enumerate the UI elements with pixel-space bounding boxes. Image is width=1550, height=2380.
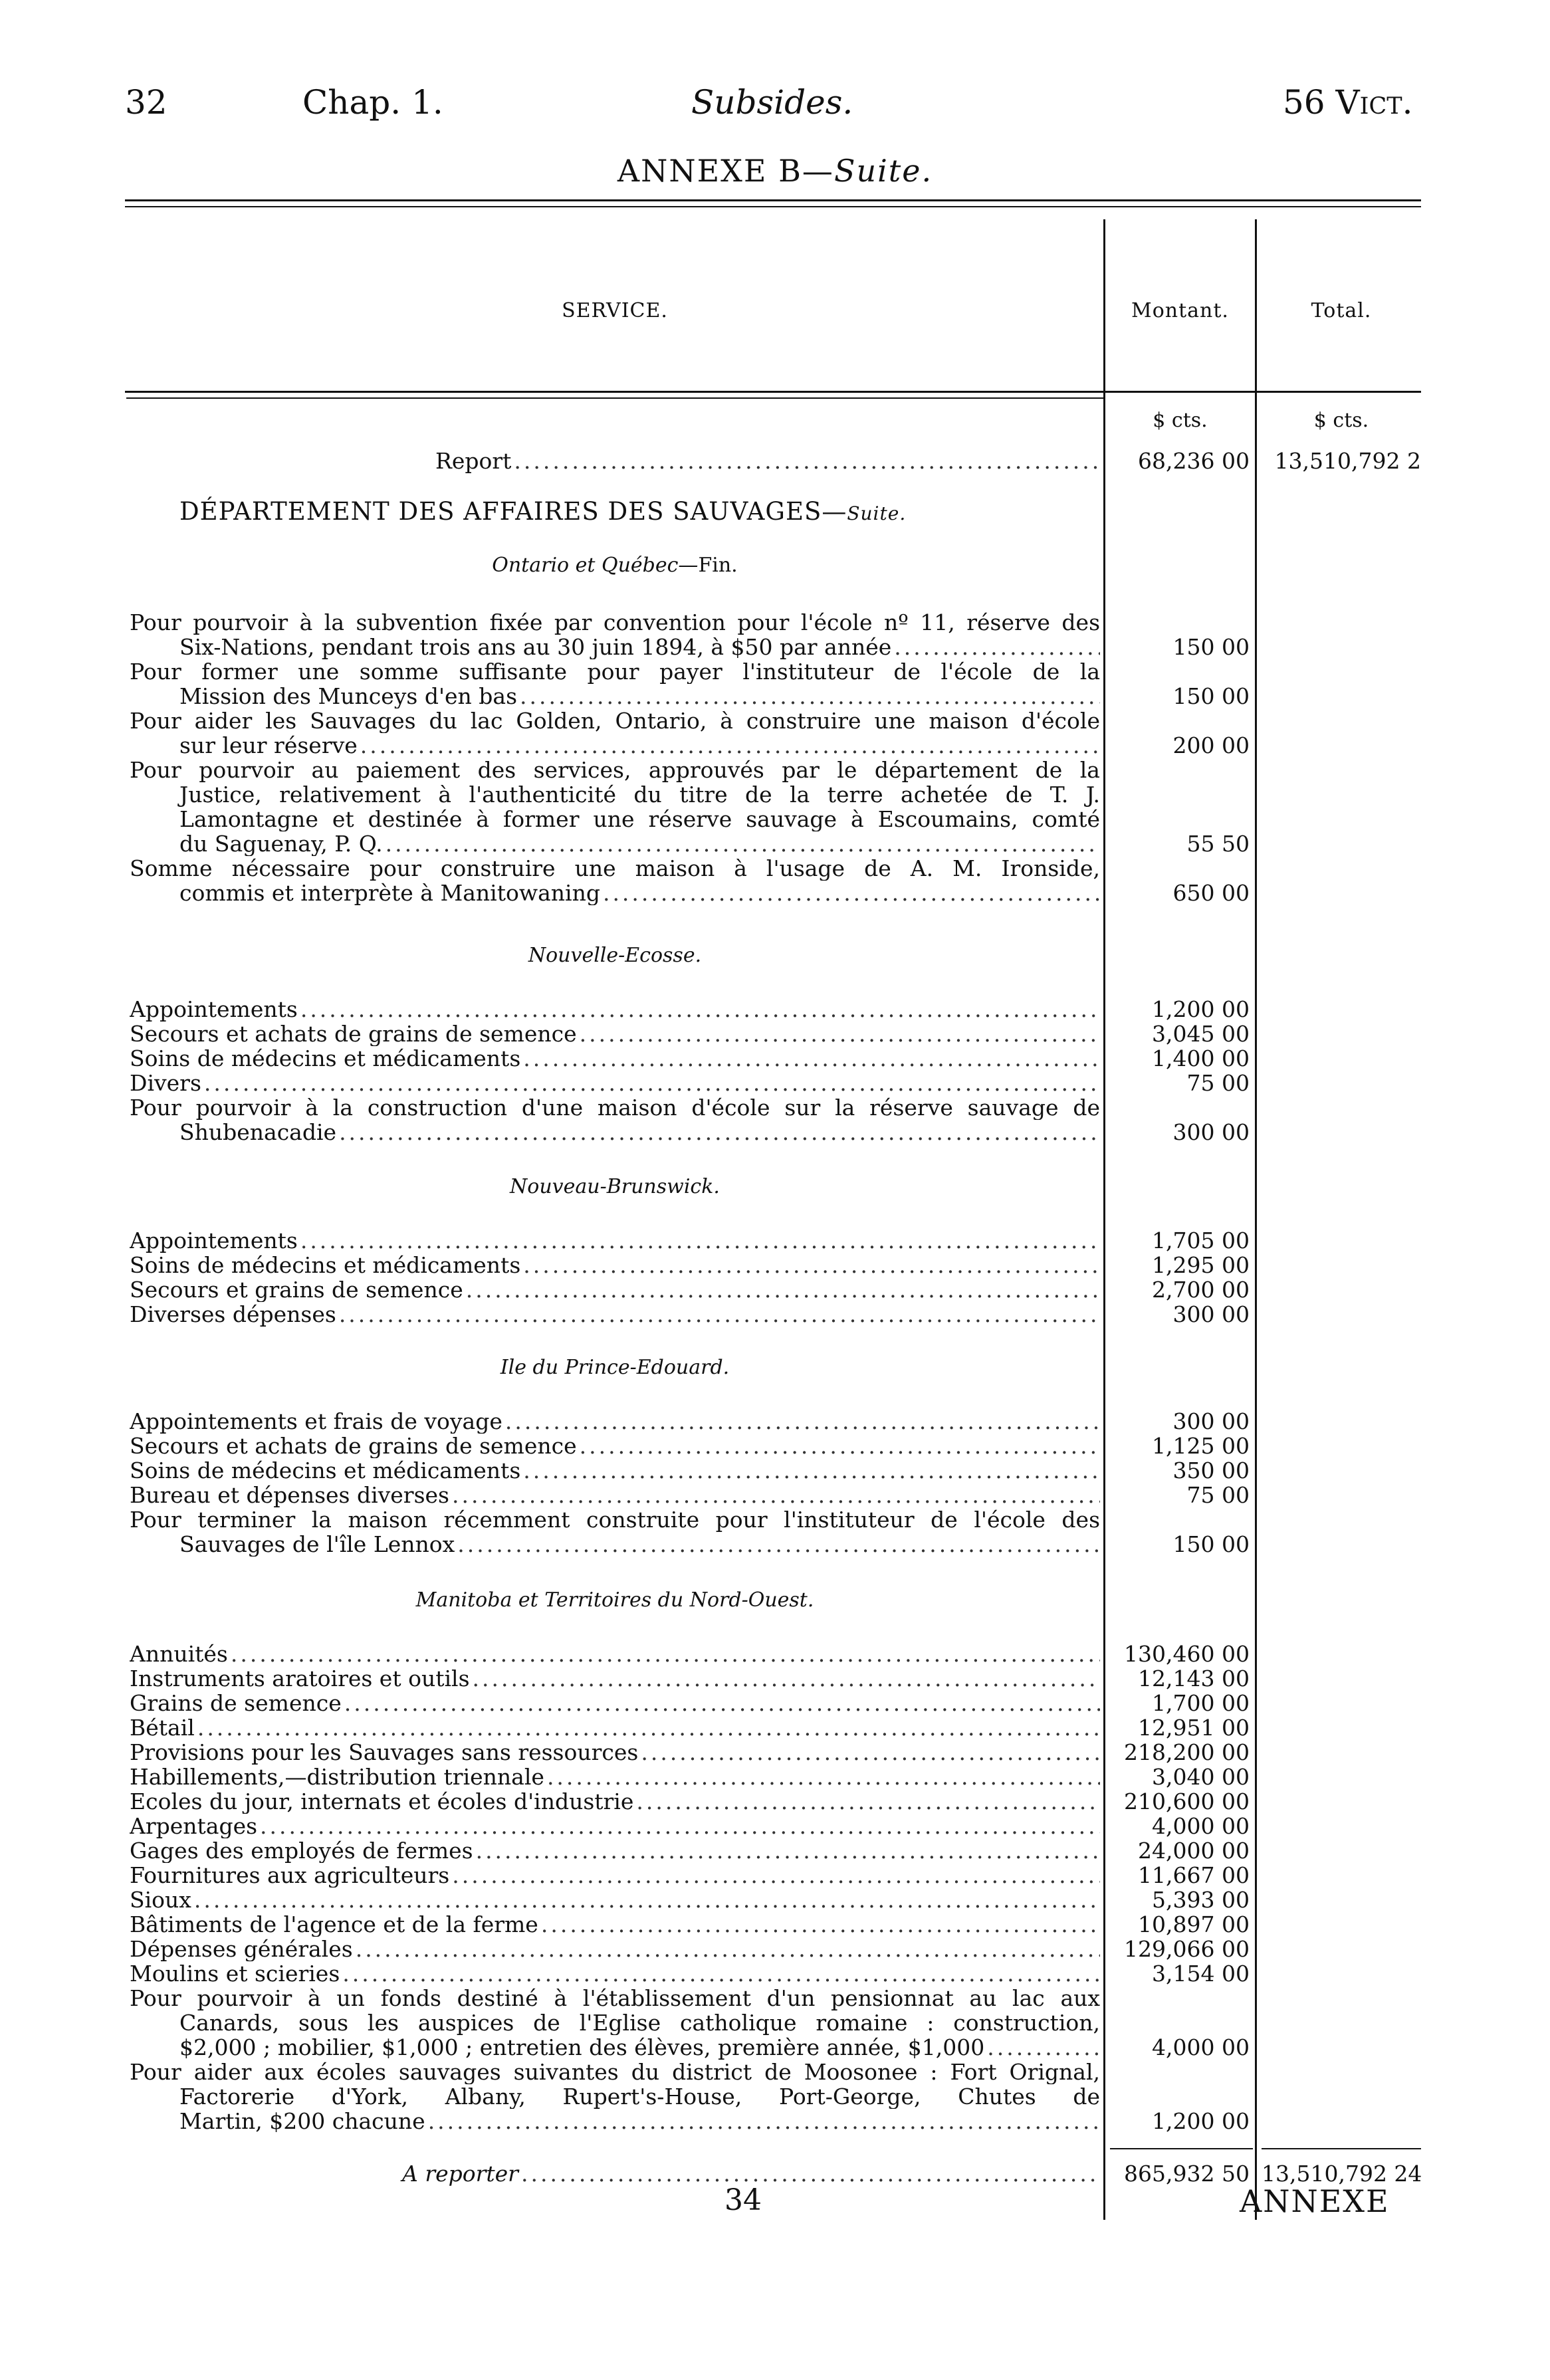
item-amount: 5,393 00 xyxy=(1152,1887,1250,1913)
service-column-header: SERVICE. xyxy=(562,299,668,322)
section-heading-nouveau-brunswick: Nouveau-Brunswick. xyxy=(510,1175,720,1198)
list-item: Appointements et frais de voyage ..... xyxy=(130,1409,1100,1434)
item-amount: 24,000 00 xyxy=(1138,1838,1250,1864)
section-heading-ile-prince-edouard: Ile du Prince-Edouard. xyxy=(500,1356,730,1379)
item-amount: 1,705 00 xyxy=(1152,1228,1250,1253)
item-amount: 129,066 00 xyxy=(1124,1936,1250,1962)
report-label: Report xyxy=(435,449,512,473)
item-amount: 150 00 xyxy=(1172,634,1250,660)
annexe-title: ANNEXE B—Suite. xyxy=(617,153,933,189)
report-total: 13,510,792 2 xyxy=(1274,448,1421,474)
list-item: Secours et achats de grains de semence ..... xyxy=(130,1022,1100,1046)
item-amount: 55 50 xyxy=(1186,831,1250,857)
montant-column-header: Montant. xyxy=(1131,299,1229,322)
list-item: Pour terminer la maison récemment construite pour l'instituteur de l'école des Sauvages de l'île Lennox ..... xyxy=(130,1507,1100,1557)
list-item: Pour pourvoir à la construction d'une maison d'école sur la réserve sauvage de Shubenacadie ..... xyxy=(130,1095,1100,1144)
item-amount: 2,700 00 xyxy=(1152,1277,1250,1303)
carry-forward-row xyxy=(130,2161,1100,2186)
list-item: Secours et grains de semence ..... xyxy=(130,1277,1100,1302)
list-item: Bétail ..... xyxy=(130,1715,1100,1740)
item-amount: 3,045 00 xyxy=(1152,1021,1250,1047)
list-item: Sioux ..... xyxy=(130,1888,1100,1912)
item-amount: 75 00 xyxy=(1186,1070,1250,1096)
list-item: Pour pourvoir à la subvention fixée par convention pour l'école nº 11, réserve des Six-Nations, pendant trois ans au 30 juin 1894, à $50 par année ..... xyxy=(130,610,1100,659)
list-item: Secours et achats de grains de semence ..... xyxy=(130,1434,1100,1458)
list-item: Bâtiments de l'agence et de la ferme ..... xyxy=(130,1912,1100,1937)
column-separator xyxy=(1255,219,1257,2220)
list-item: Moulins et scieries ..... xyxy=(130,1961,1100,1986)
chapter-label: Chap. 1. xyxy=(302,83,443,122)
item-amount: 11,667 00 xyxy=(1138,1862,1250,1888)
total-units: $ cts. xyxy=(1313,409,1369,432)
section-heading-manitoba: Manitoba et Territoires du Nord-Ouest. xyxy=(415,1588,814,1612)
list-item: Provisions pour les Sauvages sans ressources ..... xyxy=(130,1740,1100,1765)
item-amount: 200 00 xyxy=(1172,732,1250,758)
list-item: Diverses dépenses ..... xyxy=(130,1302,1100,1327)
regnal-year: 56 Vict. xyxy=(1283,83,1413,122)
montant-units: $ cts. xyxy=(1153,409,1208,432)
running-title: Subsides. xyxy=(691,83,853,122)
list-item: Gages des employés de fermes ..... xyxy=(130,1838,1100,1863)
carry-forward-total: 13,510,792 24 xyxy=(1262,2161,1422,2187)
carry-forward-label: A reporter xyxy=(402,2161,518,2186)
sum-rule xyxy=(1262,2148,1421,2149)
list-item: Grains de semence ..... xyxy=(130,1691,1100,1715)
list-item: Soins de médecins et médicaments ..... xyxy=(130,1253,1100,1277)
list-item: Annuités ..... xyxy=(130,1642,1100,1666)
list-item: Divers ..... xyxy=(130,1071,1100,1095)
top-rule xyxy=(125,199,1421,201)
section-heading-nouvelle-ecosse: Nouvelle-Ecosse. xyxy=(528,944,702,967)
item-amount: 300 00 xyxy=(1172,1408,1250,1434)
item-amount: 650 00 xyxy=(1172,880,1250,906)
department-title: DÉPARTEMENT DES AFFAIRES DES SAUVAGES—Suite. xyxy=(179,497,907,526)
item-amount: 1,125 00 xyxy=(1152,1433,1250,1459)
list-item: Appointements ..... xyxy=(130,1228,1100,1253)
item-amount: 150 00 xyxy=(1172,1531,1250,1557)
item-amount: 75 00 xyxy=(1186,1482,1250,1508)
column-separator xyxy=(1103,219,1105,2220)
list-item: Instruments aratoires et outils ..... xyxy=(130,1666,1100,1691)
item-amount: 3,040 00 xyxy=(1152,1764,1250,1790)
list-item: Soins de médecins et médicaments ..... xyxy=(130,1046,1100,1071)
item-amount: 150 00 xyxy=(1172,683,1250,709)
total-column-header: Total. xyxy=(1311,299,1372,322)
report-row xyxy=(130,449,1100,473)
item-amount: 130,460 00 xyxy=(1124,1641,1250,1667)
list-item: Pour aider les Sauvages du lac Golden, Ontario, à construire une maison d'école sur leur réserve ..... xyxy=(130,708,1100,758)
list-item: Pour aider aux écoles sauvages suivantes du district de Moosonee : Fort Orignal, Factorerie d'York, Albany, Rupert's-House, Port-George, Chutes de Martin, $200 chacune ..... xyxy=(130,2060,1100,2133)
top-rule-thin xyxy=(125,206,1421,207)
list-item: Dépenses générales ..... xyxy=(130,1937,1100,1961)
item-amount: 1,400 00 xyxy=(1152,1045,1250,1071)
item-amount: 218,200 00 xyxy=(1124,1739,1250,1765)
list-item: Bureau et dépenses diverses ..... xyxy=(130,1483,1100,1507)
list-item: Soins de médecins et médicaments ..... xyxy=(130,1458,1100,1483)
item-amount: 300 00 xyxy=(1172,1119,1250,1145)
item-amount: 12,951 00 xyxy=(1138,1715,1250,1741)
item-amount: 350 00 xyxy=(1172,1458,1250,1483)
item-amount: 300 00 xyxy=(1172,1301,1250,1327)
item-amount: 1,200 00 xyxy=(1152,996,1250,1022)
list-item: Habillements,—distribution triennale ..... xyxy=(130,1765,1100,1789)
catchword: ANNEXE xyxy=(1240,2183,1390,2219)
list-item: Pour pourvoir au paiement des services, approuvés par le département de la Justice, relativement à l'authenticité du titre de la terre achetée de T. J. Lamontagne et destinée à former une réserve sauvage à Escoumains, comté du Saguenay, P. Q. ..... xyxy=(130,758,1100,856)
list-item: Ecoles du jour, internats et écoles d'industrie ..... xyxy=(130,1789,1100,1814)
list-item: Appointements ..... xyxy=(130,997,1100,1022)
header-rule xyxy=(125,391,1421,393)
report-montant: 68,236 00 xyxy=(1138,448,1250,474)
item-amount: 4,000 00 xyxy=(1152,2034,1250,2060)
list-item: Pour pourvoir à un fonds destiné à l'établissement d'un pensionnat au lac aux Canards, sous les auspices de l'Eglise catholique romaine : construction, $2,000 ; mobilier, $1,000 ; entretien des élèves, première année, $1,000 ..... xyxy=(130,1986,1100,2060)
list-item: Fournitures aux agriculteurs ..... xyxy=(130,1863,1100,1888)
item-amount: 4,000 00 xyxy=(1152,1813,1250,1839)
item-amount: 210,600 00 xyxy=(1124,1788,1250,1814)
sum-rule xyxy=(1110,2148,1253,2149)
page-number: 32 xyxy=(125,83,167,122)
item-amount: 1,295 00 xyxy=(1152,1252,1250,1278)
item-amount: 1,200 00 xyxy=(1152,2108,1250,2134)
carry-forward-montant: 865,932 50 xyxy=(1124,2161,1250,2187)
item-amount: 10,897 00 xyxy=(1138,1911,1250,1937)
item-amount: 12,143 00 xyxy=(1138,1666,1250,1691)
item-amount: 3,154 00 xyxy=(1152,1961,1250,1987)
list-item: Somme nécessaire pour construire une maison à l'usage de A. M. Ironside, commis et interprète à Manitowaning ..... xyxy=(130,856,1100,905)
section-heading-ontario: Ontario et Québec—Fin. xyxy=(492,554,738,577)
footer-page-number: 34 xyxy=(724,2183,762,2217)
list-item: Arpentages ..... xyxy=(130,1814,1100,1838)
list-item: Pour former une somme suffisante pour payer l'instituteur de l'école de la Mission des Munceys d'en bas ..... xyxy=(130,659,1100,708)
item-amount: 1,700 00 xyxy=(1152,1690,1250,1716)
header-rule-thin xyxy=(126,397,1103,399)
